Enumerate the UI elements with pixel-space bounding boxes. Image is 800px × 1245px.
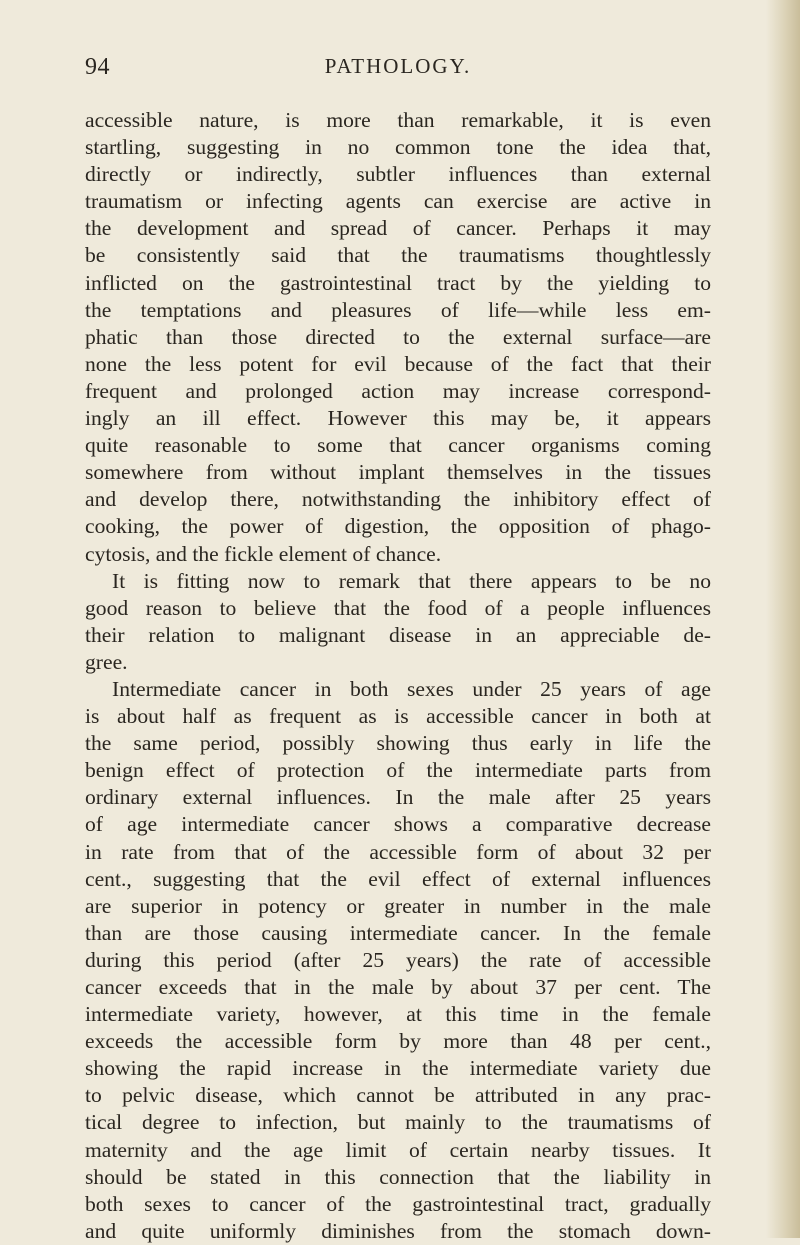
text-line: ingly an ill effect. However this may be, it appears (85, 406, 711, 431)
text-line: gree. (85, 649, 128, 674)
paragraph-start-line: It is fitting now to remark that there appears to be no (112, 568, 711, 593)
text-line: should be stated in this connection that the liability in (85, 1164, 711, 1189)
text-line: to pelvic disease, which cannot be attributed in any prac- (85, 1083, 711, 1108)
text-line: startling, suggesting in no common tone the idea that, (85, 135, 711, 160)
text-line: of age intermediate cancer shows a comparative decrease (85, 812, 711, 837)
text-line: traumatism or infecting agents can exercise are active in (85, 189, 711, 214)
text-line: cancer exceeds that in the male by about 37 per cent. The (85, 975, 711, 999)
text-line: tical degree to infection, but mainly to the traumatisms of (85, 1110, 711, 1135)
text-line: benign effect of protection of the intermediate parts from (85, 758, 711, 783)
text-line: ordinary external influences. In the male after 25 years (85, 785, 711, 810)
text-line: cytosis, and the fickle element of chance. (85, 541, 442, 566)
page-edge-shadow (766, 0, 800, 1238)
text-line: somewhere from without implant themselves in the tissues (85, 460, 711, 485)
text-line: their relation to malignant disease in an appreciable de- (85, 622, 711, 647)
text-line: cooking, the power of digestion, the opposition of phago- (85, 514, 711, 539)
text-line: than are those causing intermediate cancer. In the female (85, 920, 711, 945)
body-text (85, 107, 711, 1245)
text-line: the development and spread of cancer. Perhaps it may (85, 216, 711, 241)
text-line: exceeds the accessible form by more than 48 per cent., (85, 1029, 711, 1054)
text-line: inflicted on the gastrointestinal tract by the yielding to (85, 270, 711, 295)
text-line: is about half as frequent as is accessible cancer in both at (85, 704, 711, 729)
text-line: frequent and prolonged action may increase correspond- (85, 378, 711, 403)
text-line: phatic than those directed to the external surface—are (85, 324, 711, 349)
text-line: none the less potent for evil because of the fact that their (85, 351, 711, 376)
text-line: accessible nature, is more than remarkable, it is even (85, 108, 711, 132)
paragraph-start-line: Intermediate cancer in both sexes under 25 years of age (112, 676, 711, 701)
text-line: intermediate variety, however, at this time in the female (85, 1002, 711, 1027)
text-line: be consistently said that the traumatisms thoughtlessly (85, 243, 711, 268)
text-line: the same period, possibly showing thus early in life the (85, 731, 711, 756)
text-line: the temptations and pleasures of life—while less em- (85, 297, 711, 322)
text-line: directly or indirectly, subtler influences than external (85, 162, 711, 187)
text-line: showing the rapid increase in the intermediate variety due (85, 1056, 711, 1081)
text-line: and quite uniformly diminishes from the stomach down- (85, 1218, 711, 1243)
text-line: quite reasonable to some that cancer organisms coming (85, 433, 711, 458)
text-line: during this period (after 25 years) the rate of accessible (85, 947, 711, 972)
text-line: in rate from that of the accessible form of about 32 per (85, 839, 711, 864)
text-line: are superior in potency or greater in number in the male (85, 893, 711, 918)
text-line: both sexes to cancer of the gastrointestinal tract, gradually (85, 1191, 711, 1216)
text-line: maternity and the age limit of certain nearby tissues. It (85, 1137, 711, 1162)
page-number: 94 (85, 54, 110, 80)
running-head: PATHOLOGY. (324, 54, 472, 78)
text-line: and develop there, notwithstanding the inhibitory effect of (85, 487, 711, 512)
text-line: cent., suggesting that the evil effect of external influences (85, 866, 711, 891)
text-line: good reason to believe that the food of a people influences (85, 595, 711, 620)
page-header (85, 54, 711, 90)
